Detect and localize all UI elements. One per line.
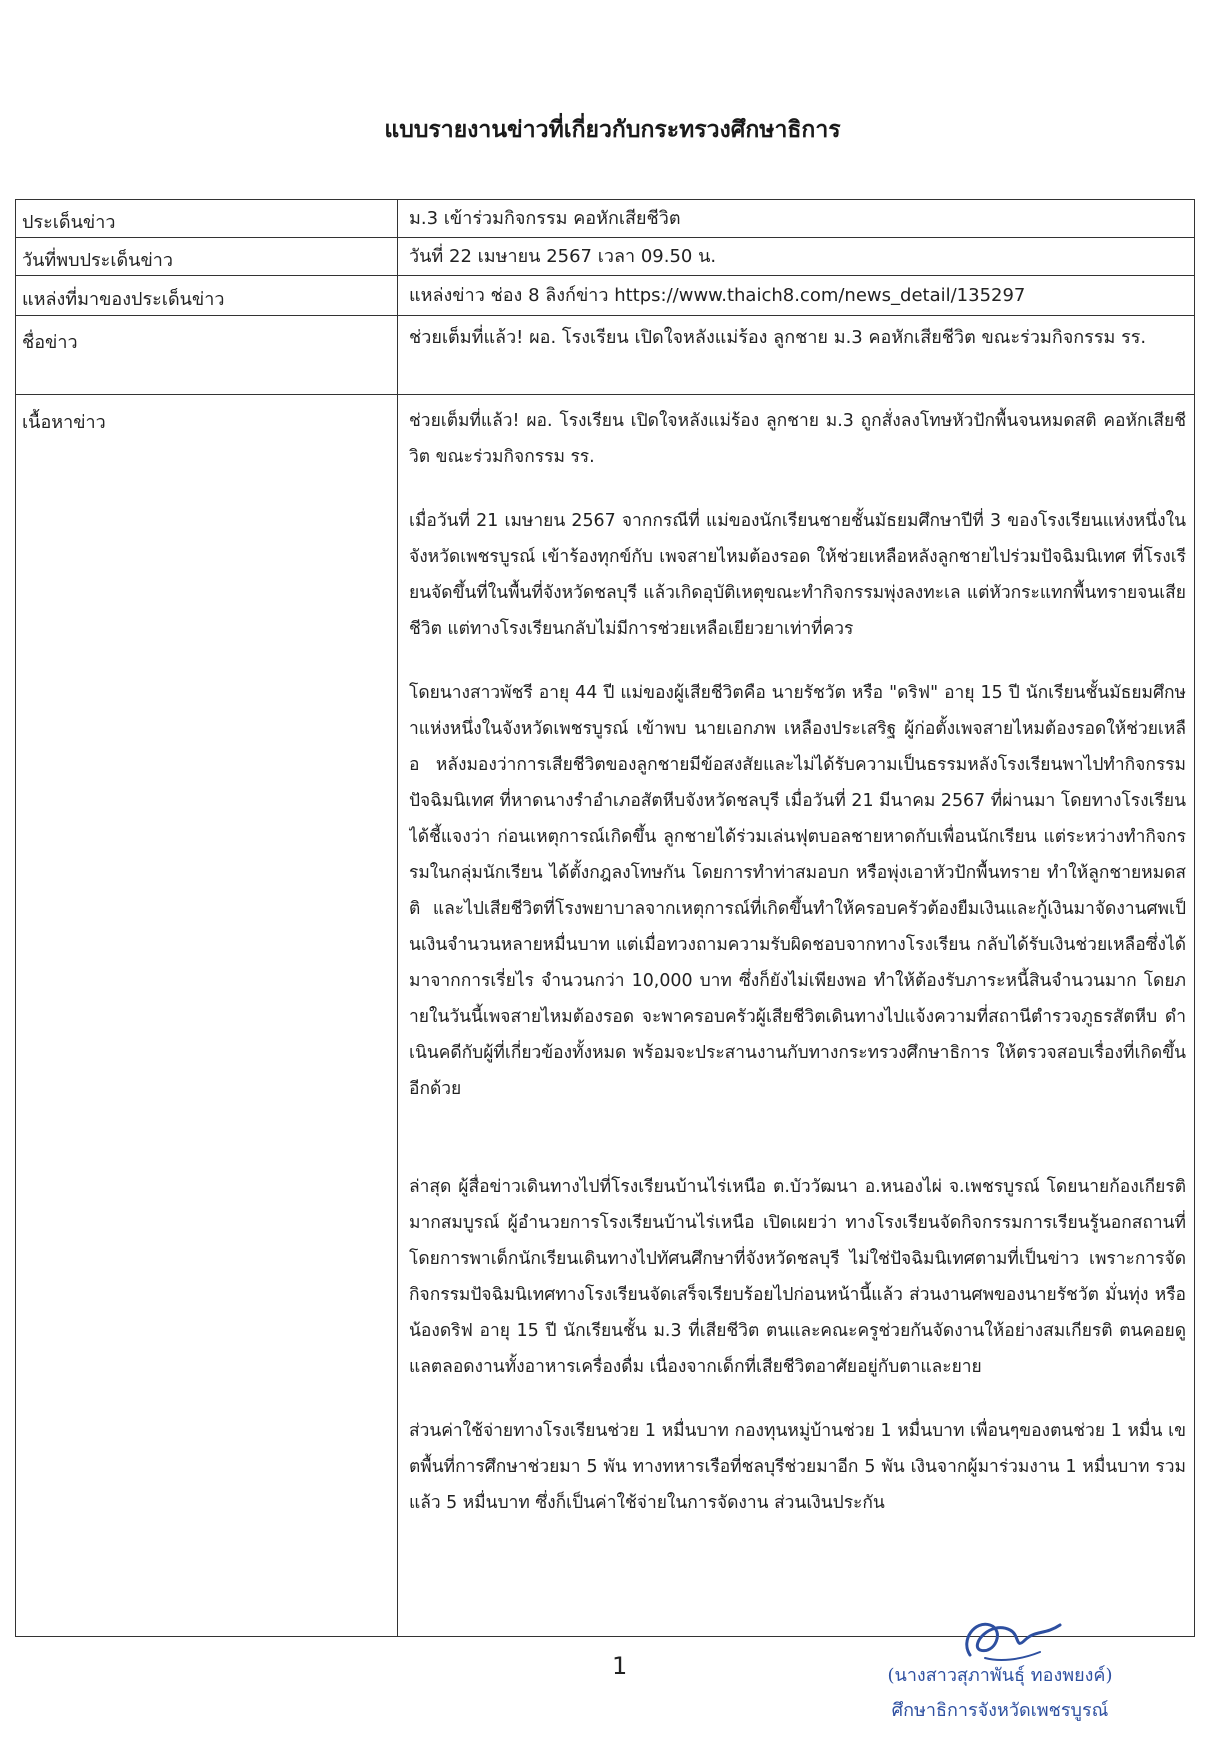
date-label: วันที่พบประเด็นข่าว [22, 250, 173, 271]
content-paragraph-2: โดยนางสาวพัชรี อายุ 44 ปี แม่ของผู้เสียชีวิตคือ นายรัชวัต หรือ "ดริฟ" อายุ 15 ปี นักเรียนชั้นมัธยมศึกษาแห่งหนึ่งในจังหวัดเพชรบูรณ์ เข้าพบ นายเอกภพ เหลืองประเสริฐ ผู้ก่อตั้งเพจสายไหมต้องรอดให้ช่วยเหลือ หลังมองว่าการเสียชีวิตของลูกชายมีข้อสงสัยและไม่ได้รับความเป็นธรรมหลังโรงเรียนพาไปทำกิจกรรมปัจฉิมนิเทศ ที่หาดนางรำอำเภอสัตหีบจังหวัดชลบุรี เมื่อวันที่ 21 มีนาคม 2567 ที่ผ่านมา โดยทางโรงเรียนได้ชี้แจงว่า ก่อนเหตุการณ์เกิดขึ้น ลูกชายได้ร่วมเล่นฟุตบอลชายหาดกับเพื่อนนักเรียน แต่ระหว่างทำกิจกรรมในกลุ่มนักเรียน ได้ตั้งกฎลงโทษกัน โดยการทำท่าสมอบก หรือพุ่งเอาหัวปักพื้นทราย ทำให้ลูกชายหมดสติ และไปเสียชีวิตที่โรงพยาบาลจากเหตุการณ์ที่เกิดขึ้นทำให้ครอบครัวต้องยืมเงินและกู้เงินมาจัดงานศพเป็นเงินจำนวนหลายหมื่นบาท แต่เมื่อทวงถามความรับผิดชอบจากทางโรงเรียน กลับได้รับเงินช่วยเหลือซึ่งได้มาจากการเรี่ยไร จำนวนกว่า 10,000 บาท ซึ่งก็ยังไม่เพียงพอ ทำให้ต้องรับภาระหนี้สินจำนวนมาก โดยภายในวันนี้เพจสายไหมต้องรอด จะพาครอบครัวผู้เสียชีวิตเดินทางไปแจ้งความที่สถานีตำรวจภูธรสัตหีบ ดำเนินคดีกับผู้ที่เกี่ยวข้องทั้งหมด พร้อมจะประสานงานกับทางกระทรวงศึกษาธิการ ให้ตรวจสอบเรื่องที่เกิดขึ้นอีกด้วย [409, 683, 1186, 1099]
headline-label: ชื่อข่าว [22, 332, 78, 353]
topic-value: ม.3 เข้าร่วมกิจกรรม คอหักเสียชีวิต [409, 208, 681, 229]
content-lead-paragraph: ช่วยเต็มที่แล้ว! ผอ. โรงเรียน เปิดใจหลังแม่ร้อง ลูกชาย ม.3 ถูกสั่งลงโทษหัวปักพื้นจนหมดสติ คอหักเสียชีวิต ขณะร่วมกิจกรรม รร. [409, 411, 1186, 467]
content-body [409, 403, 1186, 1636]
topic-label: ประเด็นข่าว [22, 212, 116, 233]
signer-title: ศึกษาธิการจังหวัดเพชรบูรณ์ [891, 1700, 1109, 1721]
content-paragraph-4: ส่วนค่าใช้จ่ายทางโรงเรียนช่วย 1 หมื่นบาท กองทุนหมู่บ้านช่วย 1 หมื่นบาท เพื่อนๆของตนช่วย 1 หมื่น เขตพื้นที่การศึกษาช่วยมา 5 พัน ทางทหารเรือที่ชลบุรีช่วยมาอีก 5 พัน เงินจากผู้มาร่วมงาน 1 หมื่นบาท รวมแล้ว 5 หมื่นบาท ซึ่งก็เป็นค่าใช้จ่ายในการจัดงาน ส่วนเงินประกัน [409, 1421, 1186, 1513]
page-number: 1 [612, 1652, 628, 1680]
headline-value: ช่วยเต็มที่แล้ว! ผอ. โรงเรียน เปิดใจหลังแม่ร้อง ลูกชาย ม.3 คอหักเสียชีวิต ขณะร่วมกิจกรรม รร. [409, 327, 1147, 348]
table-row-source [16, 276, 1194, 316]
signer-name: (นางสาวสุภาพันธุ์ ทองพยงค์) [887, 1665, 1113, 1686]
content-label: เนื้อหาข่าว [22, 412, 106, 433]
content-paragraph-3: ล่าสุด ผู้สื่อข่าวเดินทางไปที่โรงเรียนบ้านไร่เหนือ ต.บัววัฒนา อ.หนองไผ่ จ.เพชรบูรณ์ โดยนายก้องเกียรติ มากสมบูรณ์ ผู้อำนวยการโรงเรียนบ้านไร่เหนือ เปิดเผยว่า ทางโรงเรียนจัดกิจกรรมการเรียนรู้นอกสถานที่ โดยการพาเด็กนักเรียนเดินทางไปทัศนศึกษาที่จังหวัดชลบุรี ไม่ใช่ปัจฉิมนิเทศตามที่เป็นข่าว เพราะการจัดกิจกรรมปัจฉิมนิเทศทางโรงเรียนจัดเสร็จเรียบร้อยไปก่อนหน้านี้แล้ว ส่วนงานศพของนายรัชวัต มั่นทุ่ง หรือน้องดริฟ อายุ 15 ปี นักเรียนชั้น ม.3 ที่เสียชีวิต ตนและคณะครูช่วยกันจัดงานให้อย่างสมเกียรติ ตนคอยดูแลตลอดงานทั้งอาหารเครื่องดื่ม เนื่องจากเด็กที่เสียชีวิตอาศัยอยู่กับตาและยาย [409, 1177, 1186, 1377]
date-value: วันที่ 22 เมษายน 2567 เวลา 09.50 น. [409, 246, 717, 267]
table-row-topic [16, 200, 1194, 238]
table-row-date [16, 238, 1194, 276]
source-label: แหล่งที่มาของประเด็นข่าว [22, 289, 225, 310]
table-row-content [16, 395, 1194, 1636]
report-table [15, 199, 1195, 1637]
page-title: แบบรายงานข่าวที่เกี่ยวกับกระทรวงศึกษาธิการ [384, 117, 841, 143]
source-value: แหล่งข่าว ช่อง 8 ลิงก์ข่าว https://www.thaich8.com/news_detail/135297 [409, 285, 1026, 306]
content-paragraph-1: เมื่อวันที่ 21 เมษายน 2567 จากกรณีที่ แม่ของนักเรียนชายชั้นมัธยมศึกษาปีที่ 3 ของโรงเรียนแห่งหนึ่งในจังหวัดเพชรบูรณ์ เข้าร้องทุกข์กับ เพจสายไหมต้องรอด ให้ช่วยเหลือหลังลูกชายไปร่วมปัจฉิมนิเทศ ที่โรงเรียนจัดขึ้นที่ในพื้นที่จังหวัดชลบุรี แล้วเกิดอุบัติเหตุขณะทำกิจกรรมพุ่งลงทะเล แต่หัวกระแทกพื้นทรายจนเสียชีวิต แต่ทางโรงเรียนกลับไม่มีการช่วยเหลือเยียวยาเท่าที่ควร [409, 511, 1186, 639]
table-row-headline [16, 316, 1194, 395]
